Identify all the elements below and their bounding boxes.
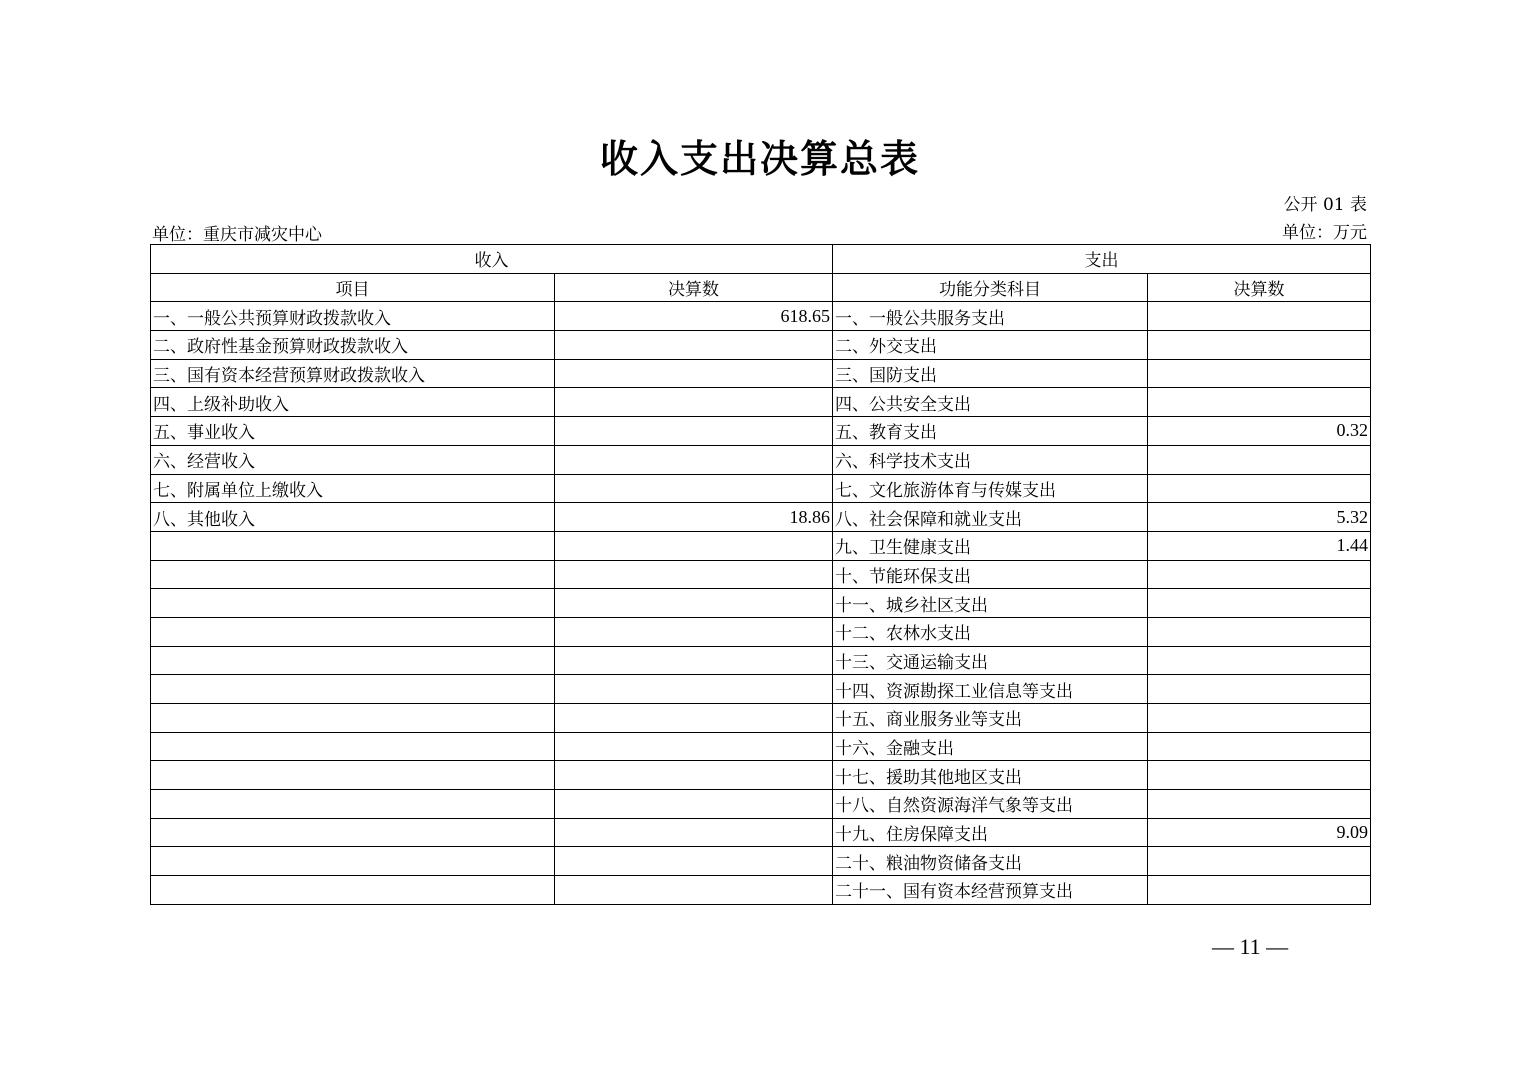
income-amount-cell (555, 790, 833, 819)
form-number: 公开 01 表 (1283, 195, 1367, 215)
income-item-cell: 四、上级补助收入 (151, 388, 555, 417)
table-column-header-row (151, 273, 1371, 302)
table-row (151, 589, 1371, 618)
expense-item-cell: 八、社会保障和就业支出 (833, 503, 1148, 532)
table-row (151, 503, 1371, 532)
expense-item-cell: 一、一般公共服务支出 (833, 302, 1148, 331)
income-item-cell: 二、政府性基金预算财政拨款收入 (151, 331, 555, 360)
income-item-cell (151, 761, 555, 790)
expense-item-cell: 十二、农林水支出 (833, 617, 1148, 646)
table-row (151, 417, 1371, 446)
expense-item-cell: 六、科学技术支出 (833, 445, 1148, 474)
budget-table (150, 244, 1371, 905)
income-amount-cell (555, 388, 833, 417)
expense-item-cell: 五、教育支出 (833, 417, 1148, 446)
col-header-expense-amount: 决算数 (1148, 273, 1371, 302)
table-row (151, 445, 1371, 474)
expense-item-cell: 二、外交支出 (833, 331, 1148, 360)
col-header-function: 功能分类科目 (833, 273, 1148, 302)
table-row (151, 847, 1371, 876)
income-item-cell (151, 704, 555, 733)
expense-item-cell: 四、公共安全支出 (833, 388, 1148, 417)
income-amount-cell (555, 359, 833, 388)
income-amount-cell (555, 560, 833, 589)
table-row (151, 732, 1371, 761)
expense-amount-cell (1148, 302, 1371, 331)
expense-amount-cell: 0.32 (1148, 417, 1371, 446)
expense-amount-cell (1148, 761, 1371, 790)
table-row (151, 876, 1371, 905)
table-row (151, 388, 1371, 417)
income-item-cell (151, 617, 555, 646)
expense-amount-cell (1148, 847, 1371, 876)
table-row (151, 646, 1371, 675)
expense-amount-cell (1148, 589, 1371, 618)
income-item-cell: 一、一般公共预算财政拨款收入 (151, 302, 555, 331)
expense-amount-cell: 9.09 (1148, 818, 1371, 847)
expense-item-cell: 十、节能环保支出 (833, 560, 1148, 589)
income-item-cell (151, 531, 555, 560)
income-amount-cell (555, 474, 833, 503)
income-amount-cell: 18.86 (555, 503, 833, 532)
table-row (151, 704, 1371, 733)
expense-amount-cell (1148, 704, 1371, 733)
expense-amount-cell (1148, 359, 1371, 388)
expense-item-cell: 二十一、国有资本经营预算支出 (833, 876, 1148, 905)
expense-amount-cell (1148, 617, 1371, 646)
expense-amount-cell (1148, 331, 1371, 360)
table-row (151, 531, 1371, 560)
expense-amount-cell (1148, 560, 1371, 589)
income-item-cell (151, 589, 555, 618)
income-item-cell (151, 675, 555, 704)
income-item-cell: 七、附属单位上缴收入 (151, 474, 555, 503)
income-amount-cell (555, 704, 833, 733)
income-amount-cell: 618.65 (555, 302, 833, 331)
expense-amount-cell (1148, 646, 1371, 675)
expense-item-cell: 十一、城乡社区支出 (833, 589, 1148, 618)
table-row (151, 331, 1371, 360)
expense-item-cell: 七、文化旅游体育与传媒支出 (833, 474, 1148, 503)
income-item-cell (151, 876, 555, 905)
expense-amount-cell (1148, 445, 1371, 474)
reporting-unit: 单位：重庆市减灾中心 (152, 225, 322, 245)
income-item-cell (151, 818, 555, 847)
table-row (151, 790, 1371, 819)
expense-amount-cell (1148, 790, 1371, 819)
income-amount-cell (555, 847, 833, 876)
table-row (151, 675, 1371, 704)
table-row (151, 617, 1371, 646)
col-header-item: 项目 (151, 273, 555, 302)
income-amount-cell (555, 818, 833, 847)
expense-amount-cell (1148, 675, 1371, 704)
income-amount-cell (555, 617, 833, 646)
currency-unit: 单位：万元 (1282, 223, 1367, 243)
table-row (151, 818, 1371, 847)
page-title: 收入支出决算总表 (599, 136, 920, 181)
expense-amount-cell: 5.32 (1148, 503, 1371, 532)
expense-amount-cell (1148, 732, 1371, 761)
expense-item-cell: 三、国防支出 (833, 359, 1148, 388)
income-item-cell: 八、其他收入 (151, 503, 555, 532)
income-amount-cell (555, 531, 833, 560)
table-row (151, 560, 1371, 589)
income-amount-cell (555, 732, 833, 761)
income-item-cell: 六、经营收入 (151, 445, 555, 474)
table-group-header-row (151, 245, 1371, 274)
income-amount-cell (555, 417, 833, 446)
income-item-cell (151, 847, 555, 876)
income-item-cell (151, 732, 555, 761)
income-item-cell (151, 790, 555, 819)
income-amount-cell (555, 761, 833, 790)
expense-item-cell: 十三、交通运输支出 (833, 646, 1148, 675)
expense-amount-cell (1148, 474, 1371, 503)
expense-amount-cell (1148, 876, 1371, 905)
income-item-cell (151, 646, 555, 675)
income-amount-cell (555, 876, 833, 905)
expense-group-header: 支出 (833, 245, 1371, 274)
table-row (151, 359, 1371, 388)
expense-item-cell: 十九、住房保障支出 (833, 818, 1148, 847)
table-row (151, 302, 1371, 331)
income-amount-cell (555, 646, 833, 675)
page-number: — 11 — (1212, 934, 1289, 959)
expense-item-cell: 十四、资源勘探工业信息等支出 (833, 675, 1148, 704)
table-row (151, 474, 1371, 503)
table-row (151, 761, 1371, 790)
income-amount-cell (555, 675, 833, 704)
expense-amount-cell: 1.44 (1148, 531, 1371, 560)
expense-item-cell: 十七、援助其他地区支出 (833, 761, 1148, 790)
expense-item-cell: 九、卫生健康支出 (833, 531, 1148, 560)
income-group-header: 收入 (151, 245, 833, 274)
income-item-cell: 五、事业收入 (151, 417, 555, 446)
income-amount-cell (555, 445, 833, 474)
income-amount-cell (555, 589, 833, 618)
expense-amount-cell (1148, 388, 1371, 417)
expense-item-cell: 十六、金融支出 (833, 732, 1148, 761)
expense-item-cell: 十八、自然资源海洋气象等支出 (833, 790, 1148, 819)
expense-item-cell: 十五、商业服务业等支出 (833, 704, 1148, 733)
col-header-income-amount: 决算数 (555, 273, 833, 302)
income-item-cell (151, 560, 555, 589)
income-amount-cell (555, 331, 833, 360)
income-item-cell: 三、国有资本经营预算财政拨款收入 (151, 359, 555, 388)
expense-item-cell: 二十、粮油物资储备支出 (833, 847, 1148, 876)
